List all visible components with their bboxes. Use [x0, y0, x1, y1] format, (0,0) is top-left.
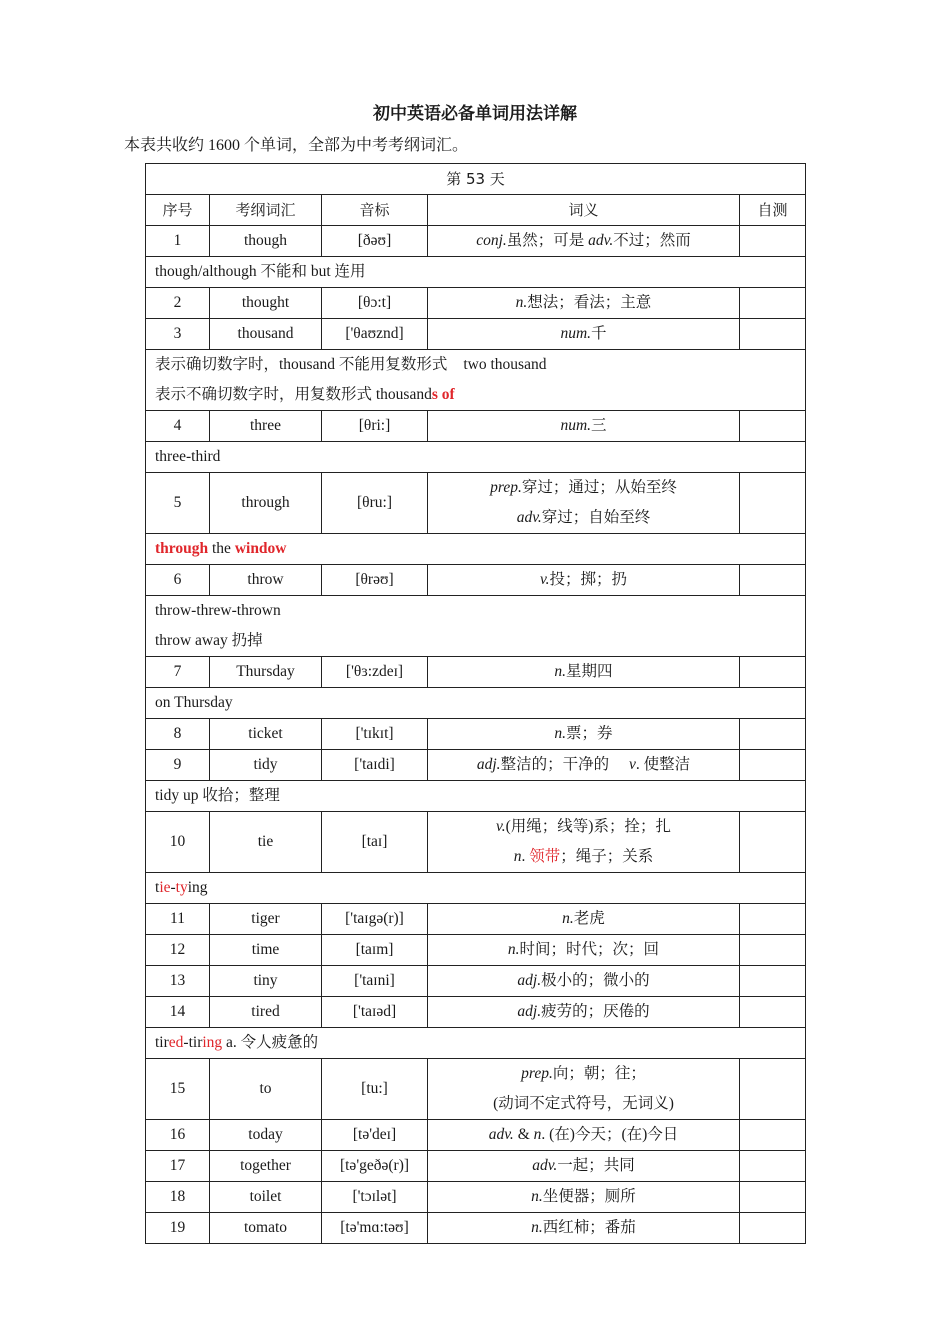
entry-word: thousand — [210, 319, 322, 350]
table-row — [146, 1182, 806, 1213]
entry-meaning — [428, 966, 740, 997]
entry-word: three — [210, 411, 322, 442]
entry-word: ticket — [210, 719, 322, 750]
self-test-cell[interactable] — [740, 288, 806, 319]
entry-meaning — [428, 904, 740, 935]
entry-word: Thursday — [210, 657, 322, 688]
entry-word: together — [210, 1151, 322, 1182]
note-row — [146, 257, 806, 288]
entry-num: 18 — [146, 1182, 210, 1213]
note-row — [146, 781, 806, 812]
entry-meaning — [428, 1059, 740, 1120]
pos-tag: v. — [539, 571, 550, 588]
entry-word: tie — [210, 812, 322, 873]
entry-meaning — [428, 411, 740, 442]
entry-phonetic: [tə'geðə(r)] — [322, 1151, 428, 1182]
header-test: 自测 — [740, 195, 806, 226]
entry-phonetic: [θɔ:t] — [322, 288, 428, 319]
entry-word: throw — [210, 565, 322, 596]
entry-phonetic: ['taɪəd] — [322, 997, 428, 1028]
entry-phonetic: ['tɪkɪt] — [322, 719, 428, 750]
self-test-cell[interactable] — [740, 473, 806, 534]
entry-num: 4 — [146, 411, 210, 442]
pos-tag: num. — [560, 325, 592, 342]
definition-text: 想法；看法；主意 — [527, 294, 652, 311]
entry-meaning — [428, 565, 740, 596]
pos-tag: num. — [560, 417, 592, 434]
pos-tag: adj. — [517, 1003, 542, 1020]
table-row — [146, 750, 806, 781]
pos-tag: adv. — [532, 1157, 558, 1174]
table-row — [146, 473, 806, 534]
entry-meaning — [428, 719, 740, 750]
table-row — [146, 904, 806, 935]
day-label: 第 53 天 — [146, 164, 806, 195]
definition-text: 千 — [591, 325, 607, 342]
entry-num: 6 — [146, 565, 210, 596]
pos-tag: n. — [507, 941, 520, 958]
usage-note: tie-tying — [146, 873, 806, 904]
definition-text: 投；掷；扔 — [549, 571, 628, 588]
table-row — [146, 966, 806, 997]
pos-tag: n. — [554, 725, 567, 742]
entry-num: 8 — [146, 719, 210, 750]
usage-note: tidy up 收拾；整理 — [146, 781, 806, 812]
self-test-cell[interactable] — [740, 1120, 806, 1151]
pos-tag: v — [628, 756, 636, 773]
definition-line: prep.向；朝；往； — [521, 1065, 646, 1082]
entry-phonetic: [taɪm] — [322, 935, 428, 966]
definition-text: 时间；时代；次；回 — [519, 941, 660, 958]
self-test-cell[interactable] — [740, 319, 806, 350]
entry-phonetic: ['taɪgə(r)] — [322, 904, 428, 935]
definition-text: 老虎 — [573, 910, 605, 927]
entry-num: 11 — [146, 904, 210, 935]
definition-text: 虽然；可是 — [506, 232, 589, 249]
definition-text: 西红柿；番茄 — [542, 1219, 636, 1236]
table-row — [146, 319, 806, 350]
note-row — [146, 534, 806, 565]
self-test-cell[interactable] — [740, 997, 806, 1028]
entry-word: tiger — [210, 904, 322, 935]
definition-text: 不过；然而 — [613, 232, 691, 249]
entry-phonetic: ['θaʊznd] — [322, 319, 428, 350]
pos-tag: n. — [562, 910, 574, 927]
entry-num: 10 — [146, 812, 210, 873]
definition-line: prep.穿过；通过；从始至终 — [490, 479, 677, 496]
usage-note: tired-tiring a. 令人疲惫的 — [146, 1028, 806, 1059]
header-num: 序号 — [146, 195, 210, 226]
entry-meaning — [428, 288, 740, 319]
table-row — [146, 226, 806, 257]
self-test-cell[interactable] — [740, 226, 806, 257]
entry-word: though — [210, 226, 322, 257]
note-row — [146, 442, 806, 473]
definition-text: 一起；共同 — [557, 1157, 635, 1174]
definition-line: v.(用绳；线等)系；拴；扎 — [496, 818, 671, 835]
note-row — [146, 873, 806, 904]
entry-num: 2 — [146, 288, 210, 319]
usage-note: through the window — [146, 534, 806, 565]
page-title: 初中英语必备单词用法详解 — [373, 104, 577, 124]
pos-tag: adv. — [588, 232, 614, 249]
self-test-cell[interactable] — [740, 1182, 806, 1213]
entry-phonetic: ['taɪdi] — [322, 750, 428, 781]
entry-meaning — [428, 1151, 740, 1182]
self-test-cell[interactable] — [740, 719, 806, 750]
entry-num: 5 — [146, 473, 210, 534]
entry-word: tiny — [210, 966, 322, 997]
definition-line: n. 领带；绳子；关系 — [513, 848, 654, 865]
entry-phonetic: ['taɪni] — [322, 966, 428, 997]
entry-word: toilet — [210, 1182, 322, 1213]
entry-num: 3 — [146, 319, 210, 350]
entry-num: 14 — [146, 997, 210, 1028]
self-test-cell[interactable] — [740, 1213, 806, 1244]
pos-tag: adj. — [476, 756, 501, 773]
pos-tag: n — [533, 1126, 542, 1143]
self-test-cell[interactable] — [740, 1151, 806, 1182]
table-row — [146, 657, 806, 688]
day-header-row — [146, 164, 806, 195]
highlight-text: s of — [431, 386, 455, 403]
entry-meaning — [428, 1182, 740, 1213]
table-row — [146, 1213, 806, 1244]
note-line: 表示确切数字时，thousand 不能用复数形式 two thousand — [155, 356, 547, 373]
header-word: 考纲词汇 — [210, 195, 322, 226]
pos-tag: n. — [531, 1188, 543, 1205]
definition-text: 星期四 — [566, 663, 613, 680]
pos-tag: conj. — [476, 232, 507, 249]
self-test-cell[interactable] — [740, 904, 806, 935]
table-row — [146, 935, 806, 966]
entry-word: tired — [210, 997, 322, 1028]
entry-meaning — [428, 657, 740, 688]
entry-num: 19 — [146, 1213, 210, 1244]
table-row — [146, 411, 806, 442]
usage-note — [146, 350, 806, 411]
entry-word: today — [210, 1120, 322, 1151]
table-row — [146, 1120, 806, 1151]
definition-line: adv.穿过；自始至终 — [516, 509, 651, 526]
table-row — [146, 1151, 806, 1182]
pos-tag: n. — [531, 1219, 543, 1236]
table-row — [146, 812, 806, 873]
entry-meaning — [428, 226, 740, 257]
entry-word: through — [210, 473, 322, 534]
entry-meaning — [428, 319, 740, 350]
intro-text: 本表共收约 1600 个单词，全部为中考考纲词汇。 — [124, 137, 469, 154]
self-test-cell[interactable] — [740, 1059, 806, 1120]
entry-meaning — [428, 1213, 740, 1244]
definition-text: . (在)今天；(在)今日 — [541, 1126, 679, 1143]
vocab-table — [145, 163, 806, 1244]
column-header-row — [146, 195, 806, 226]
self-test-cell[interactable] — [740, 812, 806, 873]
definition-text: 坐便器；厕所 — [542, 1188, 636, 1205]
self-test-cell[interactable] — [740, 966, 806, 997]
note-line: throw away 扔掉 — [155, 632, 263, 649]
definition-line: (动词不定式符号，无词义) — [493, 1095, 674, 1112]
note-row — [146, 350, 806, 411]
definition-text: 整洁的；干净的 — [500, 756, 613, 773]
entry-phonetic: [tə'deɪ] — [322, 1120, 428, 1151]
header-meaning: 词义 — [428, 195, 740, 226]
table-row — [146, 719, 806, 750]
self-test-cell[interactable] — [740, 411, 806, 442]
entry-phonetic: [θri:] — [322, 411, 428, 442]
self-test-cell[interactable] — [740, 935, 806, 966]
note-row — [146, 1028, 806, 1059]
entry-meaning — [428, 473, 740, 534]
usage-note — [146, 596, 806, 657]
entry-phonetic: [tu:] — [322, 1059, 428, 1120]
entry-word: to — [210, 1059, 322, 1120]
entry-phonetic: [taɪ] — [322, 812, 428, 873]
table-row — [146, 997, 806, 1028]
pos-tag: n. — [515, 294, 528, 311]
usage-note: three-third — [146, 442, 806, 473]
table-row — [146, 565, 806, 596]
usage-note: though/although 不能和 but 连用 — [146, 257, 806, 288]
table-row — [146, 1059, 806, 1120]
note-line: throw-threw-thrown — [155, 602, 281, 619]
pos-tag: n. — [554, 663, 567, 680]
note-line: 表示不确切数字时，用复数形式 thousands of — [155, 386, 455, 403]
entry-num: 15 — [146, 1059, 210, 1120]
entry-phonetic: [θrəʊ] — [322, 565, 428, 596]
entry-meaning — [428, 750, 740, 781]
usage-note: on Thursday — [146, 688, 806, 719]
entry-num: 17 — [146, 1151, 210, 1182]
entry-phonetic: [ðəʊ] — [322, 226, 428, 257]
pos-tag: adv. — [488, 1126, 514, 1143]
definition-text: 疲劳的；厌倦的 — [541, 1003, 650, 1020]
entry-meaning — [428, 812, 740, 873]
entry-meaning: adv. & n. (在)今天；(在)今日 — [428, 1120, 740, 1151]
entry-phonetic: ['θɜ:zdeɪ] — [322, 657, 428, 688]
entry-num: 9 — [146, 750, 210, 781]
entry-word: tomato — [210, 1213, 322, 1244]
entry-num: 7 — [146, 657, 210, 688]
entry-meaning — [428, 935, 740, 966]
header-phonetic: 音标 — [322, 195, 428, 226]
definition-text: 票；券 — [566, 725, 613, 742]
entry-num: 1 — [146, 226, 210, 257]
entry-meaning — [428, 997, 740, 1028]
self-test-cell[interactable] — [740, 657, 806, 688]
entry-num: 12 — [146, 935, 210, 966]
entry-phonetic: [θru:] — [322, 473, 428, 534]
definition-text: 三 — [591, 417, 607, 434]
entry-word: tidy — [210, 750, 322, 781]
entry-num: 16 — [146, 1120, 210, 1151]
note-row — [146, 596, 806, 657]
note-row — [146, 688, 806, 719]
entry-word: thought — [210, 288, 322, 319]
entry-phonetic: ['tɔɪlət] — [322, 1182, 428, 1213]
table-row — [146, 288, 806, 319]
entry-num: 13 — [146, 966, 210, 997]
entry-word: time — [210, 935, 322, 966]
entry-phonetic: [tə'mɑ:təʊ] — [322, 1213, 428, 1244]
self-test-cell[interactable] — [740, 750, 806, 781]
definition-text: 极小的；微小的 — [541, 972, 650, 989]
definition-text: . 使整洁 — [635, 756, 691, 773]
pos-tag: adj. — [517, 972, 542, 989]
self-test-cell[interactable] — [740, 565, 806, 596]
